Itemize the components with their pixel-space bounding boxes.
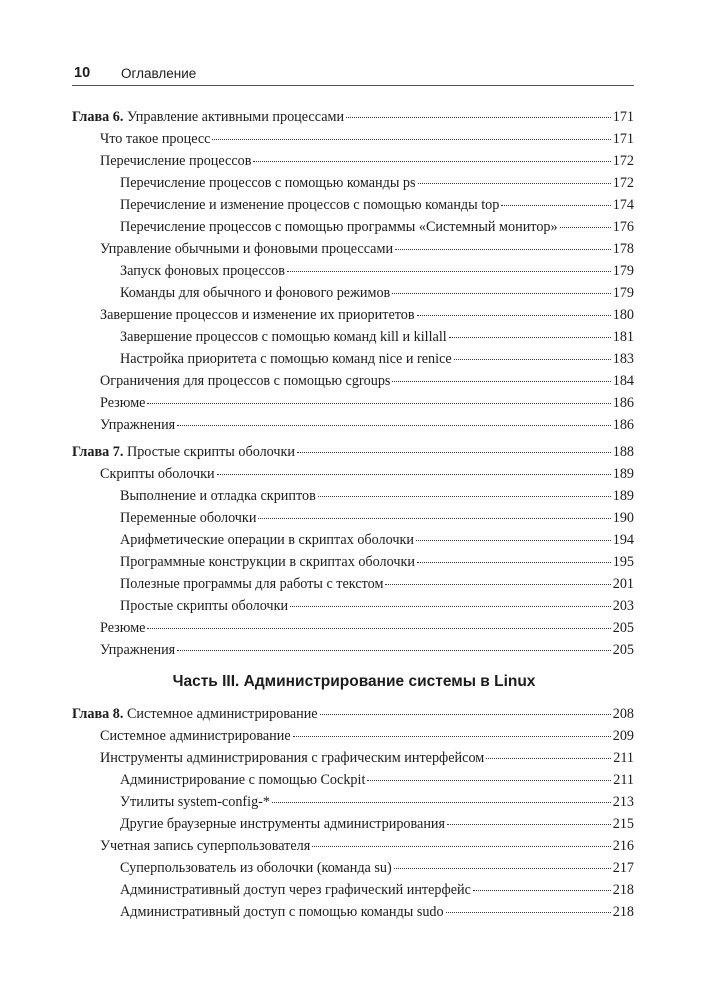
entry-title: Другие браузерные инструменты администрирования xyxy=(120,816,446,832)
dot-leader xyxy=(272,801,611,803)
dot-leader xyxy=(417,561,611,563)
page-ref: 171 xyxy=(612,109,634,125)
chapter-label: Глава 8. xyxy=(72,706,124,722)
dot-leader xyxy=(312,845,610,847)
entry-title: Управление обычными и фоновыми процессами xyxy=(100,241,394,257)
entry-title: Перечисление процессов xyxy=(100,153,252,169)
entry-title: Арифметические операции в скриптах оболочки xyxy=(120,532,414,548)
entry-title: Перечисление процессов с помощью команды ps xyxy=(120,175,416,191)
toc-entry xyxy=(100,305,634,325)
entry-title: Резюме xyxy=(100,395,146,411)
entry-title: Перечисление и изменение процессов с помощью команды top xyxy=(120,197,500,213)
page-ref: 194 xyxy=(612,532,634,548)
dot-leader xyxy=(147,627,610,629)
page-ref: 184 xyxy=(612,373,634,389)
entry-title: Скрипты оболочки xyxy=(100,466,215,482)
dot-leader xyxy=(392,380,610,382)
dot-leader xyxy=(394,867,611,869)
entry-title: Простые скрипты оболочки xyxy=(120,598,289,614)
dot-leader xyxy=(385,583,610,585)
toc-entry xyxy=(100,618,634,638)
toc-entry xyxy=(120,552,634,572)
toc-entry xyxy=(120,261,634,281)
entry-title: Утилиты system-config-* xyxy=(120,794,270,810)
entry-title: Резюме xyxy=(100,620,146,636)
toc-entry xyxy=(120,792,634,812)
page-ref: 174 xyxy=(612,197,634,213)
entry-title: Административный доступ с помощью команды sudo xyxy=(120,904,444,920)
page-ref: 205 xyxy=(612,620,634,636)
dot-leader xyxy=(253,160,610,162)
toc-entry xyxy=(120,902,634,922)
toc-entry xyxy=(120,770,634,790)
dot-leader xyxy=(417,314,611,316)
entry-title: Настройка приоритета с помощью команд nice и renice xyxy=(120,351,452,367)
toc-entry xyxy=(100,239,634,259)
dot-leader xyxy=(447,823,611,825)
entry-title: Ограничения для процессов с помощью cgroups xyxy=(100,373,391,389)
page-ref: 189 xyxy=(612,466,634,482)
toc-entry xyxy=(120,217,634,237)
dot-leader xyxy=(290,605,611,607)
entry-title: Завершение процессов и изменение их приоритетов xyxy=(100,307,415,323)
entry-title: Завершение процессов с помощью команд kill и killall xyxy=(120,329,447,345)
page-ref: 211 xyxy=(613,750,634,766)
entry-title: Упражнения xyxy=(100,417,176,433)
page-ref: 201 xyxy=(612,576,634,592)
part-heading: Часть III. Администрирование системы в Linux xyxy=(172,673,536,690)
page-ref: 213 xyxy=(612,794,634,810)
page-ref: 179 xyxy=(612,285,634,301)
page-ref: 186 xyxy=(612,417,634,433)
page-ref: 172 xyxy=(612,153,634,169)
toc-entry xyxy=(100,393,634,413)
toc-entry xyxy=(120,574,634,594)
entry-title: Перечисление процессов с помощью программы «Системный монитор» xyxy=(120,219,558,235)
page-ref: 183 xyxy=(612,351,634,367)
chapter-label: Глава 6. xyxy=(72,109,124,125)
dot-leader xyxy=(486,757,611,759)
dot-leader xyxy=(320,713,611,715)
page-ref: 171 xyxy=(612,131,634,147)
chapter-6-heading xyxy=(72,107,634,127)
toc-entry xyxy=(100,415,634,435)
dot-leader xyxy=(560,226,611,228)
dot-leader xyxy=(258,517,610,519)
toc-entry xyxy=(100,129,634,149)
dot-leader xyxy=(449,336,611,338)
dot-leader xyxy=(287,270,611,272)
toc-entry xyxy=(120,349,634,369)
page-ref: 205 xyxy=(612,642,634,658)
entry-title: Административный доступ через графический интерфейс xyxy=(120,882,471,898)
page-ref: 216 xyxy=(612,838,634,854)
page-header xyxy=(72,63,634,86)
page-ref: 179 xyxy=(612,263,634,279)
dot-leader xyxy=(177,649,611,651)
toc-entry xyxy=(100,464,634,484)
dot-leader xyxy=(446,911,611,913)
entry-title: Программные конструкции в скриптах оболочки xyxy=(120,554,415,570)
dot-leader xyxy=(293,735,611,737)
entry-title: Инструменты администрирования с графическим интерфейсом xyxy=(100,750,485,766)
dot-leader xyxy=(367,779,611,781)
page-ref: 180 xyxy=(612,307,634,323)
dot-leader xyxy=(217,473,611,475)
chapter-title: Управление активными процессами xyxy=(126,109,345,125)
toc-entry xyxy=(100,726,634,746)
page-ref: 181 xyxy=(612,329,634,345)
dot-leader xyxy=(318,495,611,497)
page-ref: 215 xyxy=(612,816,634,832)
entry-title: Переменные оболочки xyxy=(120,510,257,526)
page-ref: 190 xyxy=(612,510,634,526)
page-ref: 211 xyxy=(613,772,634,788)
toc-entry xyxy=(120,486,634,506)
toc-entry xyxy=(120,283,634,303)
page-ref: 195 xyxy=(612,554,634,570)
dot-leader xyxy=(454,358,611,360)
dot-leader xyxy=(416,539,611,541)
chapter-label: Глава 7. xyxy=(72,444,124,460)
toc-entry xyxy=(100,836,634,856)
dot-leader xyxy=(147,402,610,404)
chapter-7-heading xyxy=(72,442,634,462)
entry-title: Запуск фоновых процессов xyxy=(120,263,285,279)
dot-leader xyxy=(418,182,611,184)
entry-title: Команды для обычного и фонового режимов xyxy=(120,285,391,301)
toc-entry xyxy=(100,151,634,171)
toc-entry xyxy=(120,508,634,528)
dot-leader xyxy=(212,138,610,140)
entry-title: Выполнение и отладка скриптов xyxy=(120,488,316,504)
toc-entry xyxy=(100,748,634,768)
entry-title: Полезные программы для работы с текстом xyxy=(120,576,384,592)
toc-entry xyxy=(120,880,634,900)
page-ref: 188 xyxy=(612,444,634,460)
page-ref: 186 xyxy=(612,395,634,411)
toc-entry xyxy=(120,327,634,347)
toc-entry xyxy=(120,195,634,215)
page-ref: 203 xyxy=(612,598,634,614)
running-title: Оглавление xyxy=(121,66,197,81)
entry-title: Учетная запись суперпользователя xyxy=(100,838,311,854)
page-ref: 217 xyxy=(612,860,634,876)
page-ref: 209 xyxy=(612,728,634,744)
entry-title: Системное администрирование xyxy=(100,728,291,744)
chapter-title: Системное администрирование xyxy=(126,706,318,722)
page-ref: 218 xyxy=(612,904,634,920)
chapter-title: Простые скрипты оболочки xyxy=(126,444,296,460)
toc-entry xyxy=(120,596,634,616)
dot-leader xyxy=(177,424,611,426)
toc-entry xyxy=(120,858,634,878)
page-number: 10 xyxy=(74,65,91,81)
chapter-8-heading xyxy=(72,704,634,724)
toc-entry xyxy=(120,814,634,834)
page-ref: 208 xyxy=(612,706,634,722)
dot-leader xyxy=(473,889,611,891)
dot-leader xyxy=(297,451,611,453)
dot-leader xyxy=(395,248,611,250)
entry-title: Упражнения xyxy=(100,642,176,658)
page-ref: 172 xyxy=(612,175,634,191)
dot-leader xyxy=(346,116,611,118)
page-ref: 176 xyxy=(612,219,634,235)
page-ref: 189 xyxy=(612,488,634,504)
page-ref: 178 xyxy=(612,241,634,257)
page-ref: 218 xyxy=(612,882,634,898)
entry-title: Суперпользователь из оболочки (команда su) xyxy=(120,860,392,876)
entry-title: Что такое процесс xyxy=(100,131,211,147)
toc-entry xyxy=(120,173,634,193)
entry-title: Администрирование с помощью Cockpit xyxy=(120,772,366,788)
dot-leader xyxy=(392,292,610,294)
toc-entry xyxy=(100,371,634,391)
toc-entry xyxy=(120,530,634,550)
toc-entry xyxy=(100,640,634,660)
dot-leader xyxy=(501,204,610,206)
